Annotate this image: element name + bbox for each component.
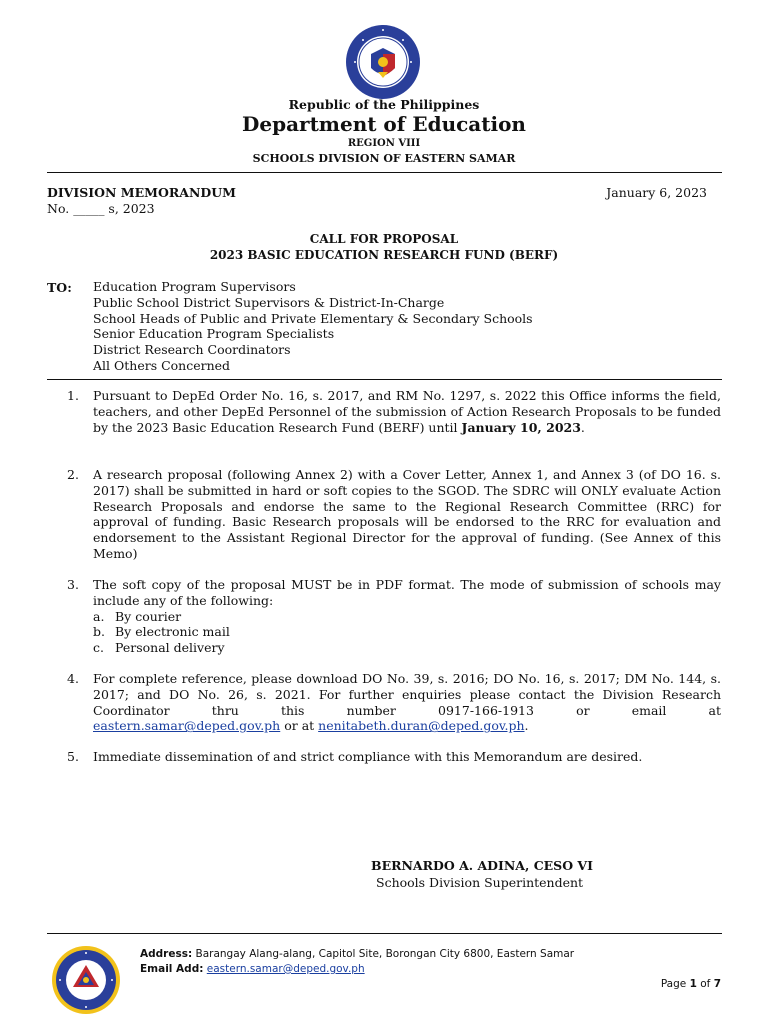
page-prefix: Page — [660, 978, 690, 990]
item-number: 1. — [67, 388, 79, 403]
recipient-item: School Heads of Public and Private Elementary & Secondary Schools — [93, 310, 533, 326]
memo-number: No. _____ s, 2023 — [47, 201, 155, 216]
option-letter: c. — [93, 640, 104, 656]
footer-divider — [47, 933, 722, 934]
address-text: Barangay Alang-alang, Capitol Site, Borongan City 6800, Eastern Samar — [192, 948, 575, 960]
recipient-item: All Others Concerned — [93, 357, 231, 373]
option-letter: a. — [93, 608, 105, 624]
recipient-item: Education Program Supervisors — [93, 279, 296, 294]
page-number — [661, 978, 721, 990]
division-seal-logo — [47, 945, 125, 1015]
memo-label: DIVISION MEMORANDUM — [47, 185, 236, 200]
footer-email-link[interactable]: eastern.samar@deped.gov.ph — [206, 963, 365, 975]
recipient-item: Senior Education Program Specialists — [93, 326, 335, 342]
memo-item-4 — [67, 671, 721, 734]
item-text: Immediate dissemination of and strict compliance with this Memorandum are desired. — [93, 749, 643, 764]
recipient-list — [93, 279, 533, 374]
email-label: Email Add: — [140, 963, 204, 975]
signatory-name: BERNARDO A. ADINA, CESO VI — [371, 858, 593, 873]
signatory-title: Schools Division Superintendent — [376, 875, 584, 890]
to-divider — [47, 379, 722, 380]
address-label: Address: — [140, 948, 193, 960]
header-divider — [47, 172, 722, 173]
page-of: of — [696, 978, 714, 990]
item-number: 5. — [67, 749, 79, 764]
memo-item-5 — [67, 749, 721, 765]
item-number: 2. — [67, 467, 79, 482]
header-department: Department of Education — [242, 112, 526, 136]
memo-item-3 — [67, 577, 721, 656]
item-number: 3. — [67, 577, 79, 592]
item-number: 4. — [67, 671, 79, 686]
deped-seal-logo — [345, 24, 421, 100]
option-text: By electronic mail — [115, 624, 230, 640]
coordinator-email-link[interactable]: nenitabeth.duran@deped.gov.ph — [318, 718, 525, 734]
item-text: For complete reference, please download DO No. 39, s. 2016; DO No. 16, s. 2017; DM No. 144, s. 2017; and DO No. 26, s. 2021. For further enquiries please contact the Division Research Coordinator thru this number 0917-166-1913 or email at — [93, 671, 721, 718]
option-item — [93, 609, 721, 625]
recipient-item: District Research Coordinators — [93, 342, 291, 358]
deadline-date: January 10, 2023 — [461, 419, 581, 435]
item-end: . — [524, 718, 529, 734]
recipient-item: Public School District Supervisors & District-In-Charge — [93, 294, 445, 310]
or-at-text: or at — [280, 718, 319, 734]
submission-options — [93, 609, 721, 656]
footer-email — [140, 963, 365, 975]
division-email-link[interactable]: eastern.samar@deped.gov.ph — [93, 718, 281, 734]
item-end: . — [580, 419, 585, 435]
option-text: Personal delivery — [115, 640, 225, 656]
memo-date: January 6, 2023 — [606, 185, 707, 200]
memo-item-1 — [67, 388, 721, 435]
option-item — [93, 640, 721, 656]
item-text: A research proposal (following Annex 2) with a Cover Letter, Annex 1, and Annex 3 (of DO 16. s. 2017) shall be submitted in hard or soft copies to the SGOD. The SDRC will ONLY evaluate Action Research Proposals and endorse the same to the Regional Research Committee (RRC) for approval of funding. Basic Research proposals will be endorsed to the RRC for evaluation and endorsement to the Assistant Regional Director for the approval of funding. (See Annex of this Memo) — [93, 467, 721, 561]
page-current: 1 — [689, 978, 697, 990]
item-text: The soft copy of the proposal MUST be in PDF format. The mode of submission of schools may include any of the following: — [93, 577, 721, 608]
to-label: TO: — [47, 280, 72, 295]
item-text: Pursuant to DepEd Order No. 16, s. 2017, and RM No. 1297, s. 2022 this Office informs the field, teachers, and other DepEd Personnel of the submission of Action Research Proposals to be funded by the 2023 Basic Education Research Fund (BERF) until — [93, 388, 721, 435]
page-total: 7 — [713, 978, 721, 990]
option-letter: b. — [93, 624, 105, 640]
option-item — [93, 624, 721, 640]
footer-address — [140, 948, 574, 960]
memo-item-2 — [67, 467, 721, 562]
header-division: SCHOOLS DIVISION OF EASTERN SAMAR — [252, 152, 516, 165]
memo-title-line2: 2023 BASIC EDUCATION RESEARCH FUND (BERF) — [209, 248, 559, 262]
option-text: By courier — [115, 608, 182, 624]
memo-title-line1: CALL FOR PROPOSAL — [309, 232, 459, 246]
header-republic: Republic of the Philippines — [288, 97, 480, 112]
header-region: REGION VIII — [347, 138, 421, 149]
